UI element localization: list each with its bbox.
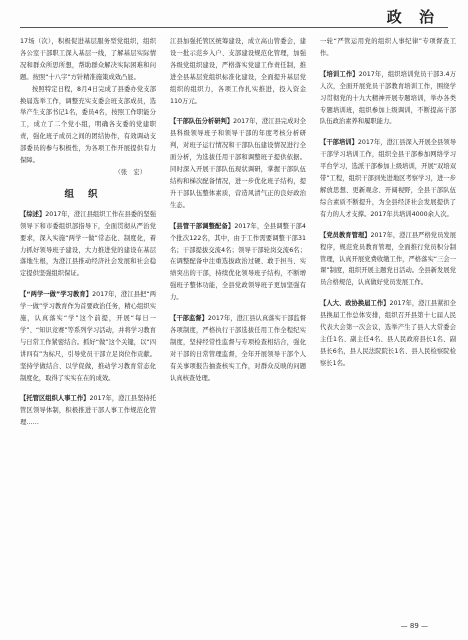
paragraph-text: 江县加强托管区统筹建设，成立高山管委会，建设一批示范乡入户、支部建设规范化管理，加强各级党组织建设，严格落实党建工作责任制，推进全县基层党组织标准化建设，全面提升基层党组织的组织力，各项工作扎实推进，投入资金110万元。 (170, 38, 306, 105)
body-paragraph (170, 116, 306, 211)
body-paragraph (320, 69, 456, 129)
page-header (0, 0, 468, 30)
body-paragraph (320, 137, 456, 220)
paragraph-gap (170, 304, 306, 313)
paragraph-gap (320, 221, 456, 230)
entry-heading: 【“两学一做”学习教育】 (20, 291, 93, 299)
paragraph-gap (170, 212, 306, 221)
paragraph-text: 2017年，全县调整干部4个批次122名，其中，由于工作需要调整干部31名；干部提拔交流4名；领导干部轮岗交流6名；在调整配备中注重选拔政治过硬、敢于担当、实绩突出的干部，持续优化领导班子结构，不断增强班子整体功能，全县党政领导班子更加坚强有力。 (170, 222, 306, 302)
header-rule (20, 27, 448, 28)
entry-heading: 【培训工作】 (320, 70, 359, 78)
section-heading: 组织 (64, 188, 112, 200)
body-paragraph (320, 298, 456, 369)
paragraph-text: 2017年，澄江县紧扣全县换届工作总体安排，组织召开县第十七届人民代表大会第一次会议，选举产生了县人大常委会主任1名、副主任4名、县人民政府县长1名、副县长6名，县人民法院院长1名、县人民检察院检察长1名。 (320, 300, 456, 367)
entry-heading: 【托管区组织人事工作】 (20, 395, 90, 403)
paragraph-gap (20, 280, 156, 289)
page-number: — 89 — (400, 622, 428, 630)
body-paragraph (170, 36, 306, 107)
entry-heading: 【干部培训】 (320, 139, 358, 147)
entry-heading: 【干部队伍分析研判】 (170, 118, 234, 126)
paragraph-text: 2017年，澄江县完成对全县科级领导班子和领导干部的年度考核分析研判，对班子运行情况和干部队伍建设情况进行全面分析，为选拔任用干部和调整班子提供依据。同时深入开展干部队伍现状调研，掌握干部队伍结构和梯次配备情况，进一步优化班子结构，提升干部队伍整体素质，营造风清气正的良好政治生态。 (170, 118, 306, 209)
entry-heading: 【干部监督】 (170, 315, 208, 323)
body-paragraph (20, 36, 156, 84)
paragraph-text: 2017年，澄江县组织工作在县委的坚强领导下和市委组织部指导下，全面贯彻从严治党要求，深入实施“两学一做”常态化、制度化，着力抓好领导班子建设，大力推进党的建设在基层落地生根，为澄江县推动经济社会发展和社会稳定提供坚强组织保证。 (20, 210, 156, 278)
body-paragraph (20, 209, 156, 280)
paragraph-gap (20, 384, 156, 393)
paragraph-text: 2017年，组织培训党员干部3.4万人次，全面开展党员干部教育培训工作，围绕学习贯彻党的十九大精神开展专题培训，举办各类专题培训班，组织参加上级调训，不断提高干部队伍政治素养和履职能力。 (320, 70, 456, 126)
entry-heading: 【县管干部调整配备】 (170, 222, 235, 230)
paragraph-gap (170, 107, 306, 116)
body-paragraph (20, 84, 156, 167)
text-column-1 (20, 36, 156, 596)
paragraph-text: 2017年，澄江县深入开展全县领导干部学习培训工作，组织全县干部参加网络学习平台学习，选派干部参加上级培训，开展“双培双带”工程，组织干部到先进地区考察学习，进一步解放思想、更新观念、开阔视野，全县干部队伍综合素质不断提升，为全县经济社会发展提供了有力的人才支撑。2017年共培训4000余人次。 (320, 139, 456, 218)
entry-heading: 【人大、政协换届工作】 (320, 300, 390, 308)
paragraph-text: 2017年，澄江县把“两学一做”学习教育作为首要政治任务，精心组织实施，认真落实“学”这个前提，开展“每日一学”、“知识竞赛”等系列学习活动，并将学习教育与日常工作紧密结合。抓好“做”这个关键，以“四讲四有”为标尺，引导党员干部立足岗位作贡献。坚持学做结合、以学促做，推动学习教育常态化制度化，取得了实实在在的成效。 (20, 291, 156, 382)
paragraph-gap (320, 128, 456, 137)
paragraph-gap (320, 60, 456, 69)
body-paragraph (320, 230, 456, 290)
paragraph-text: 2017年，澄江县认真落实干部监督各项制度，严格执行干部选拔任用工作全程纪实制度，坚持经常性监督与专项检查相结合，强化对干部的日常管理监督，全年开展领导干部个人有关事项报告抽查核实工作，对群众反映的问题认真核查处理。 (170, 315, 306, 382)
paragraph-text: 17场（次），积极促进基层服务型党组织，组织各公室干部职工深入基层一线，了解基层实际情况和群众所思所想，帮助群众解决实际困难和问题。按照“十八字”方针精准施策成效凸显。 (20, 38, 156, 81)
entry-heading: 【综述】 (20, 210, 46, 218)
text-column-2 (170, 36, 306, 596)
paragraph-text: 按照特定日程，8月4日完成了县委办党支部换届选举工作，调整充实支委会班支部成员，选举产生支部书记1名，委员4名，按照工作职能分工，成立了二个党小组，明确各支委的党建职责，强化班子成员之间的团结协作，有效调动支部委员的参与积极性，为各项工作开展提供有力保障。 (20, 85, 156, 165)
body-paragraph (170, 221, 306, 304)
paragraph-text: 2017年，澄江县坚持托管区领导体制，积极推进干部人事工作规范化管理…… (20, 395, 156, 427)
text-column-3 (320, 36, 456, 596)
author-signature: （张 宏） (114, 168, 146, 176)
body-paragraph (320, 36, 456, 60)
paragraph-text: 2017年，澄江县严格党员发展程序，规范党员教育管理，全面推行党员积分制管理，认真开展党费收缴工作，严格落实“三会一课”制度，组织开展主题党日活动。全县新发展党员合格规范，认真做好党员发展工作。 (320, 231, 456, 287)
paragraph-text: 一轮“严管运用党的组织人事纪律”专项督查工作。 (320, 38, 456, 57)
body-paragraph (170, 313, 306, 384)
section-title: 政 治 (386, 8, 440, 26)
entry-heading: 【党员教育管理】 (320, 231, 371, 239)
body-paragraph (20, 289, 156, 384)
body-paragraph (20, 393, 156, 429)
paragraph-gap (320, 289, 456, 298)
